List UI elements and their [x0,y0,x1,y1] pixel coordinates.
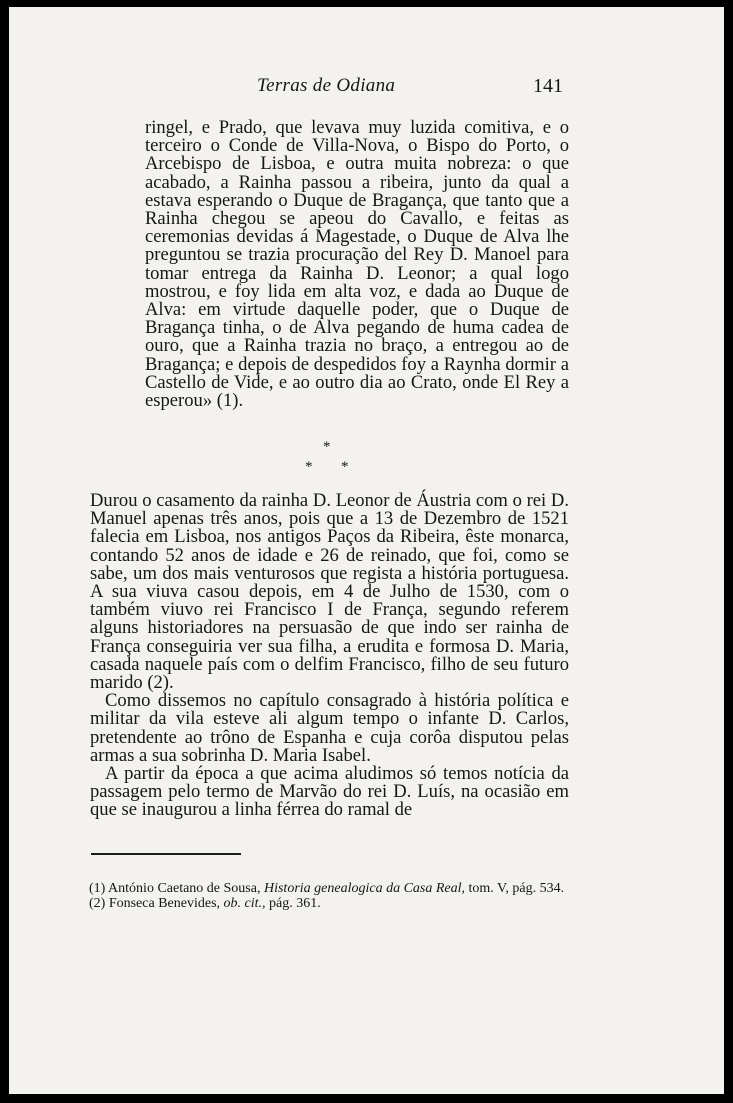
footnote-2-ref: ob. cit., [223,896,266,911]
footnote-2-lead: (2) Fonseca Benevides, [89,896,221,911]
separator-star: * [323,439,331,455]
footnote-2-tail: pág. 361. [269,896,321,911]
footnote-divider [91,853,241,855]
body-paragraph: Durou o casamento da rainha D. Leonor de Áustria com o rei D. Manuel apenas três anos, pois que a 13 de Dezembro de 1521 falecia em Lisboa, nos antigos Paços da Ribeira, êste monarca, contando 52 anos de idade e 26 de reinado, que foi, como se sabe, um dos mais venturosos que regista a história portuguesa. A sua viuva casou depois, em 4 de Julho de 1530, com o também viuvo rei Francisco I de França, segundo referem alguns historiadores na persuasão de que indo ser rainha de França conseguiria ver sua filha, a erudita e formosa D. Maria, casada naquele país com o delfim Francisco, filho de seu futuro marido (2). [90,490,569,694]
main-text [90,492,569,820]
body-paragraph: Como dissemos no capítulo consagrado à história política e militar da vila esteve ali algum tempo o infante D. Carlos, pretendente ao trôno de Espanha e cuja corôa disputou pelas armas a sua sobrinha D. Maria Isabel. [90,690,569,766]
footnote-2 [89,896,569,911]
body-paragraph: A partir da época a que acima aludimos só temos notícia da passagem pelo termo de Marvão do rei D. Luís, na ocasião em que se inaugurou a linha férrea do ramal de [90,763,569,821]
page-number: 141 [533,75,563,97]
footnote-1-tail: tom. V, pág. 534. [468,881,565,896]
footnote-1 [89,881,569,896]
running-title: Terras de Odiana [257,75,396,96]
footnotes [89,881,569,911]
section-separator [299,439,359,483]
separator-star: * [305,459,313,475]
page-header [9,75,724,99]
footnote-1-title: Historia genealogica da Casa Real, [263,881,466,896]
quote-paragraph: ringel, e Prado, que levava muy luzida comitiva, e o terceiro o Conde de Villa-Nova, o Bispo do Porto, o Arcebispo de Lisboa, e outra muita nobreza: o que acabado, a Rainha passou a ribeira, junto da qual a estava esperando o Duque de Bragança, que tanto que a Rainha chegou se apeou do Cavallo, e feitas as ceremonias devidas á Magestade, o Duque de Alva lhe preguntou se trazia procuração del Rey D. Manoel para tomar entrega da Rainha D. Leonor; a qual logo mostrou, e foy lida em alta voz, e dada ao Duque de Alva: em virtude daquelle poder, que o Duque de Bragança tinha, o de Alva pegando de huma cadea de ouro, que a Rainha trazia no braço, a entregou ao de Bragança; e depois de despedidos foy a Raynha dormir a Castello de Vide, e ao outro dia ao Crato, onde El Rey a esperou» (1). [145,117,569,412]
quoted-passage [145,119,569,410]
footnote-1-lead: (1) António Caetano de Sousa, [89,881,261,896]
separator-star: * [341,459,349,475]
book-page [9,7,724,1094]
